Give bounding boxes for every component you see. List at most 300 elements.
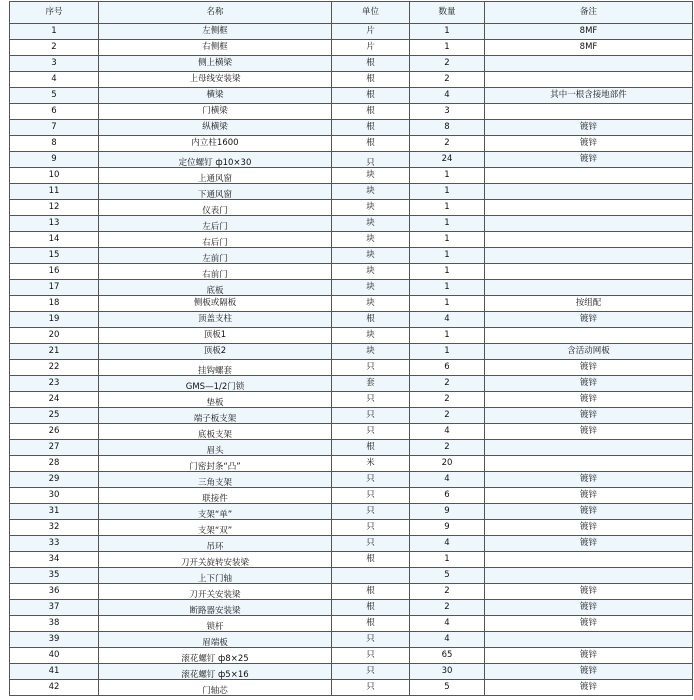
cell-quantity-text: 1	[444, 202, 450, 212]
cell-remark-text: 镀锌	[579, 362, 597, 372]
cell-name	[99, 472, 332, 488]
cell-remark-text: 镀锌	[579, 522, 597, 532]
cell-unit	[332, 680, 410, 696]
cell-unit-text: 只	[366, 634, 375, 644]
cell-quantity	[410, 120, 485, 136]
cell-unit-text: 根	[366, 74, 375, 84]
cell-quantity	[410, 472, 485, 488]
cell-name-text: 定位螺钉 ф10×30	[178, 158, 252, 168]
cell-name-text: 支架“单”	[197, 510, 233, 520]
cell-index	[10, 520, 99, 536]
cell-quantity-text: 1	[444, 346, 450, 356]
cell-quantity-text: 4	[444, 314, 450, 324]
cell-name-text: 仪表门	[202, 206, 228, 216]
cell-remark	[485, 152, 693, 168]
cell-remark	[485, 456, 693, 472]
cell-quantity-text: 1	[444, 26, 450, 36]
parts-list-table	[9, 1, 693, 696]
cell-unit-text: 套	[366, 378, 375, 388]
cell-unit-text: 块	[366, 234, 375, 244]
cell-name-text: 侧上横梁	[197, 58, 232, 68]
cell-index-text: 38	[48, 618, 60, 628]
cell-unit-text: 块	[366, 218, 375, 228]
cell-unit	[332, 584, 410, 600]
cell-name	[99, 168, 332, 184]
table-row	[10, 136, 693, 152]
cell-unit	[332, 520, 410, 536]
cell-quantity-text: 2	[444, 58, 450, 68]
cell-unit	[332, 184, 410, 200]
cell-quantity-text: 4	[444, 538, 450, 548]
cell-unit	[332, 568, 410, 584]
cell-name	[99, 152, 332, 168]
table-row	[10, 424, 693, 440]
cell-index-text: 19	[48, 314, 60, 324]
cell-remark	[485, 104, 693, 120]
cell-unit	[332, 440, 410, 456]
cell-name-text: 锁杆	[206, 622, 224, 632]
cell-name-text: 顶板1	[203, 330, 227, 340]
cell-unit	[332, 392, 410, 408]
cell-index	[10, 88, 99, 104]
cell-index-text: 11	[48, 186, 60, 196]
cell-unit	[332, 168, 410, 184]
cell-name-text: 刀开关安装梁	[189, 590, 241, 600]
cell-name-text: 侧板或隔板	[193, 298, 237, 308]
cell-unit-text: 块	[366, 250, 375, 260]
cell-unit-text: 根	[366, 122, 375, 132]
cell-remark	[485, 616, 693, 632]
cell-index-text: 32	[48, 522, 60, 532]
table-row	[10, 248, 693, 264]
cell-name	[99, 264, 332, 280]
cell-unit-text: 块	[366, 330, 375, 340]
cell-unit	[332, 376, 410, 392]
cell-name	[99, 280, 332, 296]
cell-quantity	[410, 392, 485, 408]
cell-remark	[485, 24, 693, 40]
cell-quantity-text: 2	[444, 442, 450, 452]
cell-unit	[332, 88, 410, 104]
cell-quantity-text: 4	[444, 474, 450, 484]
cell-quantity	[410, 104, 485, 120]
cell-remark	[485, 424, 693, 440]
cell-quantity	[410, 152, 485, 168]
cell-name-text: 右前门	[202, 270, 228, 280]
cell-unit-text: 根	[366, 314, 375, 324]
cell-name-text: 横梁	[206, 90, 224, 100]
cell-remark	[485, 536, 693, 552]
cell-name-text: 断路器安装梁	[189, 606, 241, 616]
cell-quantity-text: 2	[444, 586, 450, 596]
cell-name-text: 左后门	[202, 222, 228, 232]
cell-unit	[332, 424, 410, 440]
table-row	[10, 232, 693, 248]
cell-index	[10, 568, 99, 584]
cell-index-text: 9	[51, 154, 57, 164]
table-row	[10, 56, 693, 72]
cell-remark-text: 镀锌	[579, 474, 597, 484]
table-row	[10, 408, 693, 424]
cell-name-text: 滚花螺钉 ф5×16	[181, 670, 249, 680]
cell-index-text: 28	[48, 458, 60, 468]
cell-index	[10, 328, 99, 344]
cell-unit	[332, 648, 410, 664]
cell-quantity	[410, 72, 485, 88]
cell-index	[10, 152, 99, 168]
cell-name	[99, 344, 332, 360]
table-row	[10, 152, 693, 168]
cell-index	[10, 280, 99, 296]
cell-name	[99, 408, 332, 424]
cell-remark	[485, 344, 693, 360]
cell-quantity	[410, 456, 485, 472]
cell-unit	[332, 456, 410, 472]
cell-quantity-text: 30	[441, 666, 453, 676]
cell-quantity	[410, 568, 485, 584]
cell-quantity-text: 1	[444, 298, 450, 308]
cell-quantity-text: 20	[441, 458, 453, 468]
cell-unit	[332, 264, 410, 280]
cell-name	[99, 488, 332, 504]
cell-unit-text: 根	[366, 138, 375, 148]
cell-quantity-text: 6	[444, 362, 450, 372]
table-row	[10, 104, 693, 120]
cell-remark	[485, 280, 693, 296]
cell-quantity-text: 2	[444, 602, 450, 612]
cell-quantity-text: 6	[444, 490, 450, 500]
cell-index-text: 22	[48, 362, 60, 372]
cell-name-text: 滚花螺钉 ф8×25	[181, 654, 249, 664]
cell-remark-text: 镀锌	[579, 666, 597, 676]
table-row	[10, 472, 693, 488]
cell-remark	[485, 360, 693, 376]
cell-index	[10, 120, 99, 136]
cell-quantity	[410, 360, 485, 376]
cell-index	[10, 72, 99, 88]
table-row	[10, 360, 693, 376]
cell-remark-text: 镀锌	[579, 586, 597, 596]
cell-index-text: 42	[48, 682, 60, 692]
cell-remark	[485, 200, 693, 216]
cell-name	[99, 664, 332, 680]
cell-quantity	[410, 520, 485, 536]
cell-unit	[332, 664, 410, 680]
cell-remark	[485, 328, 693, 344]
cell-quantity-text: 1	[444, 186, 450, 196]
cell-index-text: 34	[48, 554, 60, 564]
cell-unit-text: 只	[366, 362, 375, 372]
table-row	[10, 296, 693, 312]
table-row	[10, 328, 693, 344]
cell-name-text: 左侧框	[202, 26, 228, 36]
cell-name	[99, 360, 332, 376]
table-row	[10, 488, 693, 504]
cell-name	[99, 584, 332, 600]
cell-unit-text: 块	[366, 186, 375, 196]
cell-name-text: 门密封条“凸”	[189, 462, 241, 472]
cell-name	[99, 328, 332, 344]
cell-remark	[485, 600, 693, 616]
cell-unit-text: 块	[366, 170, 375, 180]
cell-remark-text: 镀锌	[579, 682, 597, 692]
cell-name	[99, 184, 332, 200]
cell-quantity-text: 2	[444, 74, 450, 84]
cell-name	[99, 136, 332, 152]
cell-unit-text: 根	[366, 442, 375, 452]
table-row	[10, 120, 693, 136]
cell-index-text: 17	[48, 282, 60, 292]
cell-unit	[332, 504, 410, 520]
cell-name-text: 下通风窗	[197, 190, 232, 200]
cell-index	[10, 456, 99, 472]
cell-name-text: 底板支架	[197, 430, 232, 440]
cell-quantity	[410, 408, 485, 424]
cell-remark-text: 镀锌	[579, 154, 597, 164]
cell-quantity-text: 2	[444, 378, 450, 388]
cell-quantity-text: 5	[444, 570, 450, 580]
cell-index	[10, 264, 99, 280]
cell-remark	[485, 472, 693, 488]
cell-index-text: 6	[51, 106, 57, 116]
table-header-row	[10, 2, 693, 24]
cell-name-text: 门轴芯	[202, 686, 228, 696]
cell-unit	[332, 232, 410, 248]
cell-unit-text: 只	[366, 158, 375, 168]
cell-index	[10, 216, 99, 232]
cell-index	[10, 360, 99, 376]
cell-name	[99, 40, 332, 56]
cell-index-text: 2	[51, 42, 57, 52]
cell-index	[10, 200, 99, 216]
cell-remark	[485, 664, 693, 680]
table-row	[10, 536, 693, 552]
cell-quantity-text: 1	[444, 234, 450, 244]
cell-name	[99, 504, 332, 520]
cell-quantity	[410, 376, 485, 392]
cell-index-text: 24	[48, 394, 60, 404]
cell-unit-text: 根	[366, 602, 375, 612]
cell-name-text: 右侧框	[202, 42, 228, 52]
cell-quantity	[410, 136, 485, 152]
cell-index-text: 33	[48, 538, 60, 548]
cell-name	[99, 200, 332, 216]
cell-quantity	[410, 600, 485, 616]
cell-unit-text: 只	[366, 650, 375, 660]
cell-index-text: 41	[48, 666, 60, 676]
cell-unit-text: 根	[366, 618, 375, 628]
cell-index-text: 23	[48, 378, 60, 388]
cell-remark	[485, 312, 693, 328]
cell-remark	[485, 232, 693, 248]
cell-name	[99, 392, 332, 408]
cell-name-text: 纵横梁	[202, 122, 228, 132]
cell-index	[10, 232, 99, 248]
header-cell-unit: 单位	[332, 2, 410, 24]
cell-quantity	[410, 536, 485, 552]
cell-name	[99, 456, 332, 472]
cell-name-text: GMS—1/2门锁	[185, 382, 245, 392]
cell-remark-text: 镀锌	[579, 122, 597, 132]
cell-index-text: 4	[51, 74, 57, 84]
cell-remark	[485, 440, 693, 456]
cell-unit-text: 根	[366, 554, 375, 564]
cell-unit	[332, 616, 410, 632]
cell-remark-text: 按组配	[575, 298, 602, 308]
cell-quantity	[410, 40, 485, 56]
cell-quantity-text: 4	[444, 618, 450, 628]
cell-remark	[485, 184, 693, 200]
cell-index-text: 25	[48, 410, 60, 420]
cell-quantity-text: 9	[444, 506, 450, 516]
cell-quantity-text: 3	[444, 106, 450, 116]
cell-quantity-text: 1	[444, 266, 450, 276]
cell-name	[99, 568, 332, 584]
cell-unit	[332, 408, 410, 424]
cell-index	[10, 680, 99, 696]
table-row	[10, 168, 693, 184]
cell-name-text: 上通风窗	[197, 174, 232, 184]
table-row	[10, 24, 693, 40]
cell-remark	[485, 40, 693, 56]
cell-name	[99, 248, 332, 264]
cell-quantity-text: 1	[444, 250, 450, 260]
cell-quantity-text: 2	[444, 410, 450, 420]
cell-quantity	[410, 168, 485, 184]
cell-name-text: 内立柱1600	[191, 138, 239, 148]
cell-index	[10, 648, 99, 664]
table-row	[10, 648, 693, 664]
table-row	[10, 552, 693, 568]
cell-name	[99, 72, 332, 88]
cell-index	[10, 616, 99, 632]
cell-index-text: 3	[51, 58, 57, 68]
cell-name-text: 上下门轴	[197, 574, 232, 584]
cell-unit	[332, 136, 410, 152]
cell-index-text: 39	[48, 634, 60, 644]
table-row	[10, 72, 693, 88]
cell-index	[10, 504, 99, 520]
cell-name-text: 联接件	[202, 494, 228, 504]
cell-unit-text: 块	[366, 282, 375, 292]
cell-quantity-text: 65	[441, 650, 453, 660]
cell-unit	[332, 248, 410, 264]
cell-unit-text: 只	[366, 394, 375, 404]
cell-name	[99, 88, 332, 104]
cell-unit	[332, 344, 410, 360]
cell-index	[10, 168, 99, 184]
cell-index-text: 1	[51, 26, 57, 36]
cell-unit-text: 片	[366, 26, 375, 36]
header-cell-index: 序号	[10, 2, 99, 24]
cell-quantity	[410, 488, 485, 504]
cell-unit	[332, 152, 410, 168]
cell-remark	[485, 408, 693, 424]
cell-index-text: 36	[48, 586, 60, 596]
cell-index-text: 40	[48, 650, 60, 660]
cell-quantity	[410, 648, 485, 664]
cell-index-text: 21	[48, 346, 60, 356]
cell-name-text: 吊环	[206, 542, 224, 552]
cell-name	[99, 56, 332, 72]
cell-index-text: 27	[48, 442, 60, 452]
cell-index-text: 14	[48, 234, 60, 244]
cell-index	[10, 376, 99, 392]
cell-remark	[485, 248, 693, 264]
cell-index-text: 18	[48, 298, 60, 308]
cell-index	[10, 536, 99, 552]
cell-unit-text: 块	[366, 298, 375, 308]
cell-quantity	[410, 344, 485, 360]
cell-quantity	[410, 616, 485, 632]
cell-index-text: 35	[48, 570, 60, 580]
cell-unit	[332, 216, 410, 232]
cell-index-text: 5	[51, 90, 57, 100]
cell-unit	[332, 72, 410, 88]
cell-remark	[485, 680, 693, 696]
header-cell-remark: 备注	[485, 2, 693, 24]
table-row	[10, 664, 693, 680]
cell-name	[99, 424, 332, 440]
cell-unit	[332, 104, 410, 120]
cell-unit	[332, 280, 410, 296]
cell-unit-text: 只	[366, 506, 375, 516]
cell-unit-text: 只	[366, 410, 375, 420]
cell-quantity	[410, 424, 485, 440]
table-row	[10, 440, 693, 456]
cell-name	[99, 216, 332, 232]
table-row	[10, 584, 693, 600]
cell-unit-text: 只	[366, 666, 375, 676]
cell-unit-text: 只	[366, 490, 375, 500]
cell-index-text: 8	[51, 138, 57, 148]
cell-index	[10, 408, 99, 424]
cell-unit-text: 块	[366, 346, 375, 356]
cell-remark-text: 镀锌	[579, 138, 597, 148]
cell-unit-text: 只	[366, 538, 375, 548]
cell-unit-text: 米	[366, 458, 375, 468]
cell-index-text: 7	[51, 122, 57, 132]
cell-index-text: 10	[48, 170, 60, 180]
table-row	[10, 264, 693, 280]
cell-quantity	[410, 248, 485, 264]
cell-index	[10, 312, 99, 328]
cell-name	[99, 376, 332, 392]
cell-name-text: 支架“双”	[197, 526, 233, 536]
table-row	[10, 312, 693, 328]
cell-remark-text: 镀锌	[579, 538, 597, 548]
cell-quantity	[410, 232, 485, 248]
table-row	[10, 600, 693, 616]
cell-name	[99, 632, 332, 648]
cell-remark-text: 镀锌	[579, 650, 597, 660]
cell-unit	[332, 328, 410, 344]
cell-index-text: 31	[48, 506, 60, 516]
cell-quantity-text: 9	[444, 522, 450, 532]
cell-quantity-text: 1	[444, 330, 450, 340]
cell-quantity	[410, 56, 485, 72]
cell-name-text: 眉端板	[202, 638, 228, 648]
cell-name	[99, 680, 332, 696]
table-row	[10, 504, 693, 520]
table-row	[10, 40, 693, 56]
cell-remark	[485, 136, 693, 152]
cell-quantity	[410, 216, 485, 232]
cell-unit-text: 根	[366, 586, 375, 596]
cell-name	[99, 296, 332, 312]
table-row	[10, 280, 693, 296]
cell-name-text: 挂钩螺套	[197, 366, 232, 376]
